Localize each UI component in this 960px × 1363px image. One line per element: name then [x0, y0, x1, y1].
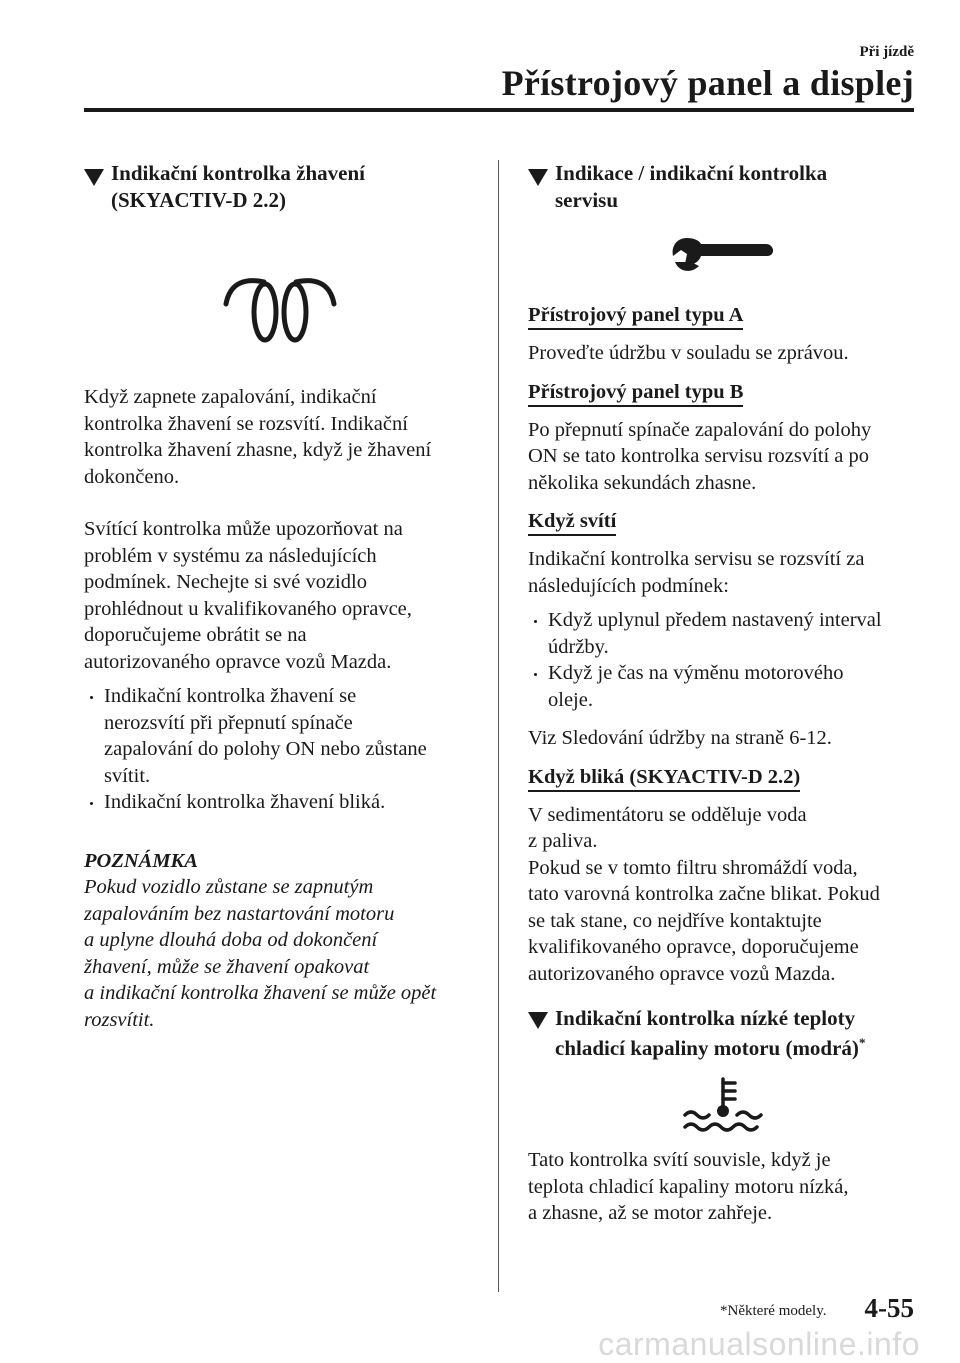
glow-indicator-heading: Indikační kontrolka žhavení (SKYACTIV-D 2.2) [84, 160, 476, 214]
subhead-when-blinking: Když bliká (SKYACTIV-D 2.2) [528, 764, 918, 792]
when-lit-text: Indikační kontrolka servisu se rozsvítí za následujících podmínek: [528, 548, 865, 597]
section-label: Při jízdě [859, 44, 914, 60]
left-column [84, 160, 476, 1033]
header-rule [84, 108, 914, 112]
footnote-mark: * [858, 1035, 866, 1050]
glow-paragraph-2: Svítící kontrolka může upozorňovat na problém v systému za následujících podmínek. Nechejte si své vozidlo prohlédnout u kvalifikovaného opravce, doporučujeme obrátit se na autorizovaného opravce vozů Mazda. [84, 518, 412, 673]
list-item: Indikační kontrolka žhavení bliká. [84, 789, 476, 816]
wrench-icon [528, 232, 918, 276]
when-blinking-text: V sedimentátoru se odděluje voda z paliva. Pokud se v tomto filtru shromáždí voda, tato varovná kontrolka začne blikat. Pokud se tak stane, co nejdříve kontaktujte kvalifikovaného opravce, doporučujeme autorizovaného opravce vozů Mazda. [528, 803, 880, 985]
coolant-text: Tato kontrolka svítí souvisle, když je teplota chladicí kapaliny motoru nízká, a zhasne, až se motor zahřeje. [528, 1149, 849, 1224]
section-triangle-icon [528, 169, 548, 186]
section-triangle-icon [528, 1012, 548, 1029]
list-item: Indikační kontrolka žhavení se nerozsvítí při přepnutí spínače zapalování do polohy ON nebo zůstane svítit. [84, 683, 476, 789]
right-column [528, 160, 918, 1227]
glow-plug-icon [84, 276, 476, 346]
panel-a-text: Proveďte údržbu v souladu se zprávou. [528, 342, 849, 364]
footnote: *Některé modely. [720, 1303, 827, 1319]
coolant-temperature-icon [528, 1075, 918, 1133]
coolant-indicator-heading: Indikační kontrolka nízké teploty chladicí kapaliny motoru (modrá)* [528, 1003, 918, 1063]
glow-paragraph-1: Když zapnete zapalování, indikační kontrolka žhavení se rozsvítí. Indikační kontrolka žhavení zhasne, když je žhavení dokončeno. [84, 386, 432, 488]
subhead-when-lit: Když svítí [528, 508, 918, 536]
note-title: POZNÁMKA [84, 849, 198, 872]
note-block: POZNÁMKA Pokud vozidlo zůstane se zapnutým zapalováním bez nastartování motoru a uplyne dlouhá doba od dokončení žhavení, může se žhavení opakovat a indikační kontrolka žhavení se může opět rozsvítit. [84, 848, 476, 1034]
list-item: Když uplynul předem nastavený interval údržby. [528, 607, 918, 660]
subhead-panel-b: Přístrojový panel typu B [528, 379, 918, 407]
watermark: carmanualsonline.info [598, 1326, 920, 1362]
list-item: Když je čas na výměnu motorového oleje. [528, 660, 918, 713]
section-triangle-icon [84, 169, 104, 186]
page-number: 4-55 [864, 1293, 914, 1323]
column-divider [498, 160, 499, 1292]
see-also-text: Viz Sledování údržby na straně 6-12. [528, 727, 832, 749]
subhead-panel-a: Přístrojový panel typu A [528, 302, 918, 330]
page-title: Přístrojový panel a displej [501, 63, 914, 103]
when-lit-bullets [528, 607, 918, 713]
panel-b-text: Po přepnutí spínače zapalování do polohy ON se tato kontrolka servisu rozsvítí a po několika sekundách zhasne. [528, 418, 872, 494]
service-indicator-heading: Indikace / indikační kontrolka servisu [528, 160, 918, 214]
glow-bullet-list [84, 683, 476, 816]
